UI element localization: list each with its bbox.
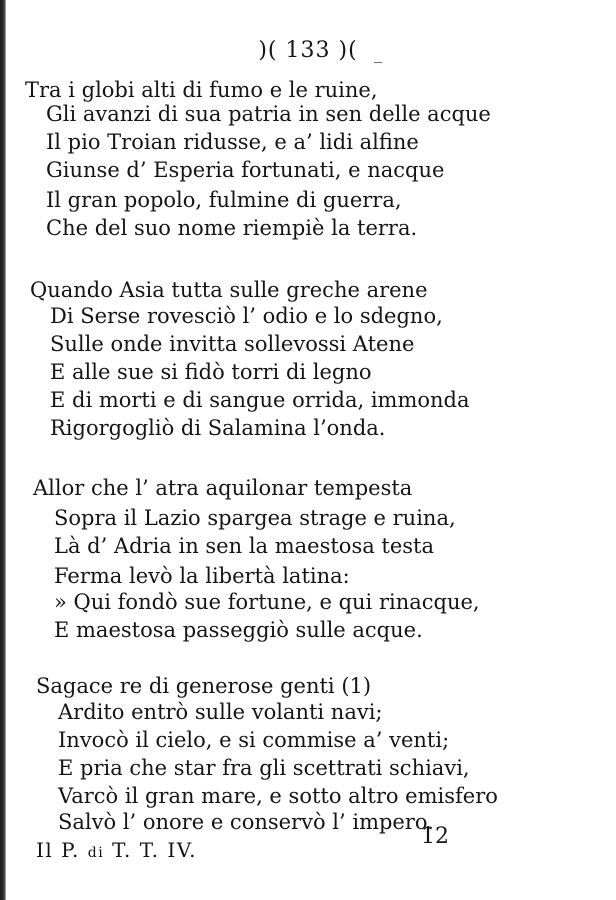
verse-line: Giunse d’ Esperia fortunati, e nacque [46,158,445,182]
verse-line: Quando Asia tutta sulle greche arene [30,278,428,302]
verse-line: Sopra il Lazio spargea strage e ruina, [54,506,456,530]
verse-line: Il gran popolo, fulmine di guerra, [46,188,402,212]
verse-line: E pria che star fra gli scettrati schiavi, [58,756,470,780]
signature-tt: T. T. IV. [112,838,198,862]
verse-line: Di Serse rovesciò l’ odio e lo sdegno, [50,304,443,328]
verse-line: Il pio Troian ridusse, e a’ lidi alfine [46,130,419,154]
signature-p: P. [61,838,80,862]
ink-speck [374,62,382,63]
verse-line: Gli avanzi di sua patria in sen delle acque [46,102,491,126]
verse-line: Sagace re di generose genti (1) [36,674,372,698]
verse-line: Invocò il cielo, e si commise a’ venti; [58,728,450,752]
signature-di: di [87,845,105,861]
verse-line: Allor che l’ atra aquilonar tempesta [33,476,413,500]
verse-line: E maestosa passeggiò sulle acque. [54,618,423,642]
verse-line: Salvò l’ onore e conservò l’ impero. [58,810,434,834]
verse-line: Là d’ Adria in sen la maestosa testa [54,534,435,558]
signature-il: Il [36,838,54,862]
gathering-signature [36,838,197,862]
verse-line: Ferma levò la libertà latina: [54,564,350,588]
verse-line: E di morti e di sangue orrida, immonda [50,388,470,412]
verse-line: Ardito entrò sulle volanti navi; [58,700,383,724]
page-binding-edge [0,0,6,900]
verse-line: Sulle onde invitta sollevossi Atene [50,332,415,356]
verse-line: Rigorgogliò di Salamina l’onda. [50,416,386,440]
verse-line: » Qui fondò sue fortune, e qui rinacque, [54,590,480,614]
verse-line: E alle sue si fidò torri di legno [50,360,372,384]
verse-line: Che del suo nome riempiè la terra. [46,216,418,240]
page-number: )( 133 )( [258,38,358,63]
signature-number: 12 [421,824,449,849]
verse-line: Varcò il gran mare, e sotto altro emisfero [58,784,498,808]
verse-line: Tra i globi alti di fumo e le ruine, [25,78,378,102]
